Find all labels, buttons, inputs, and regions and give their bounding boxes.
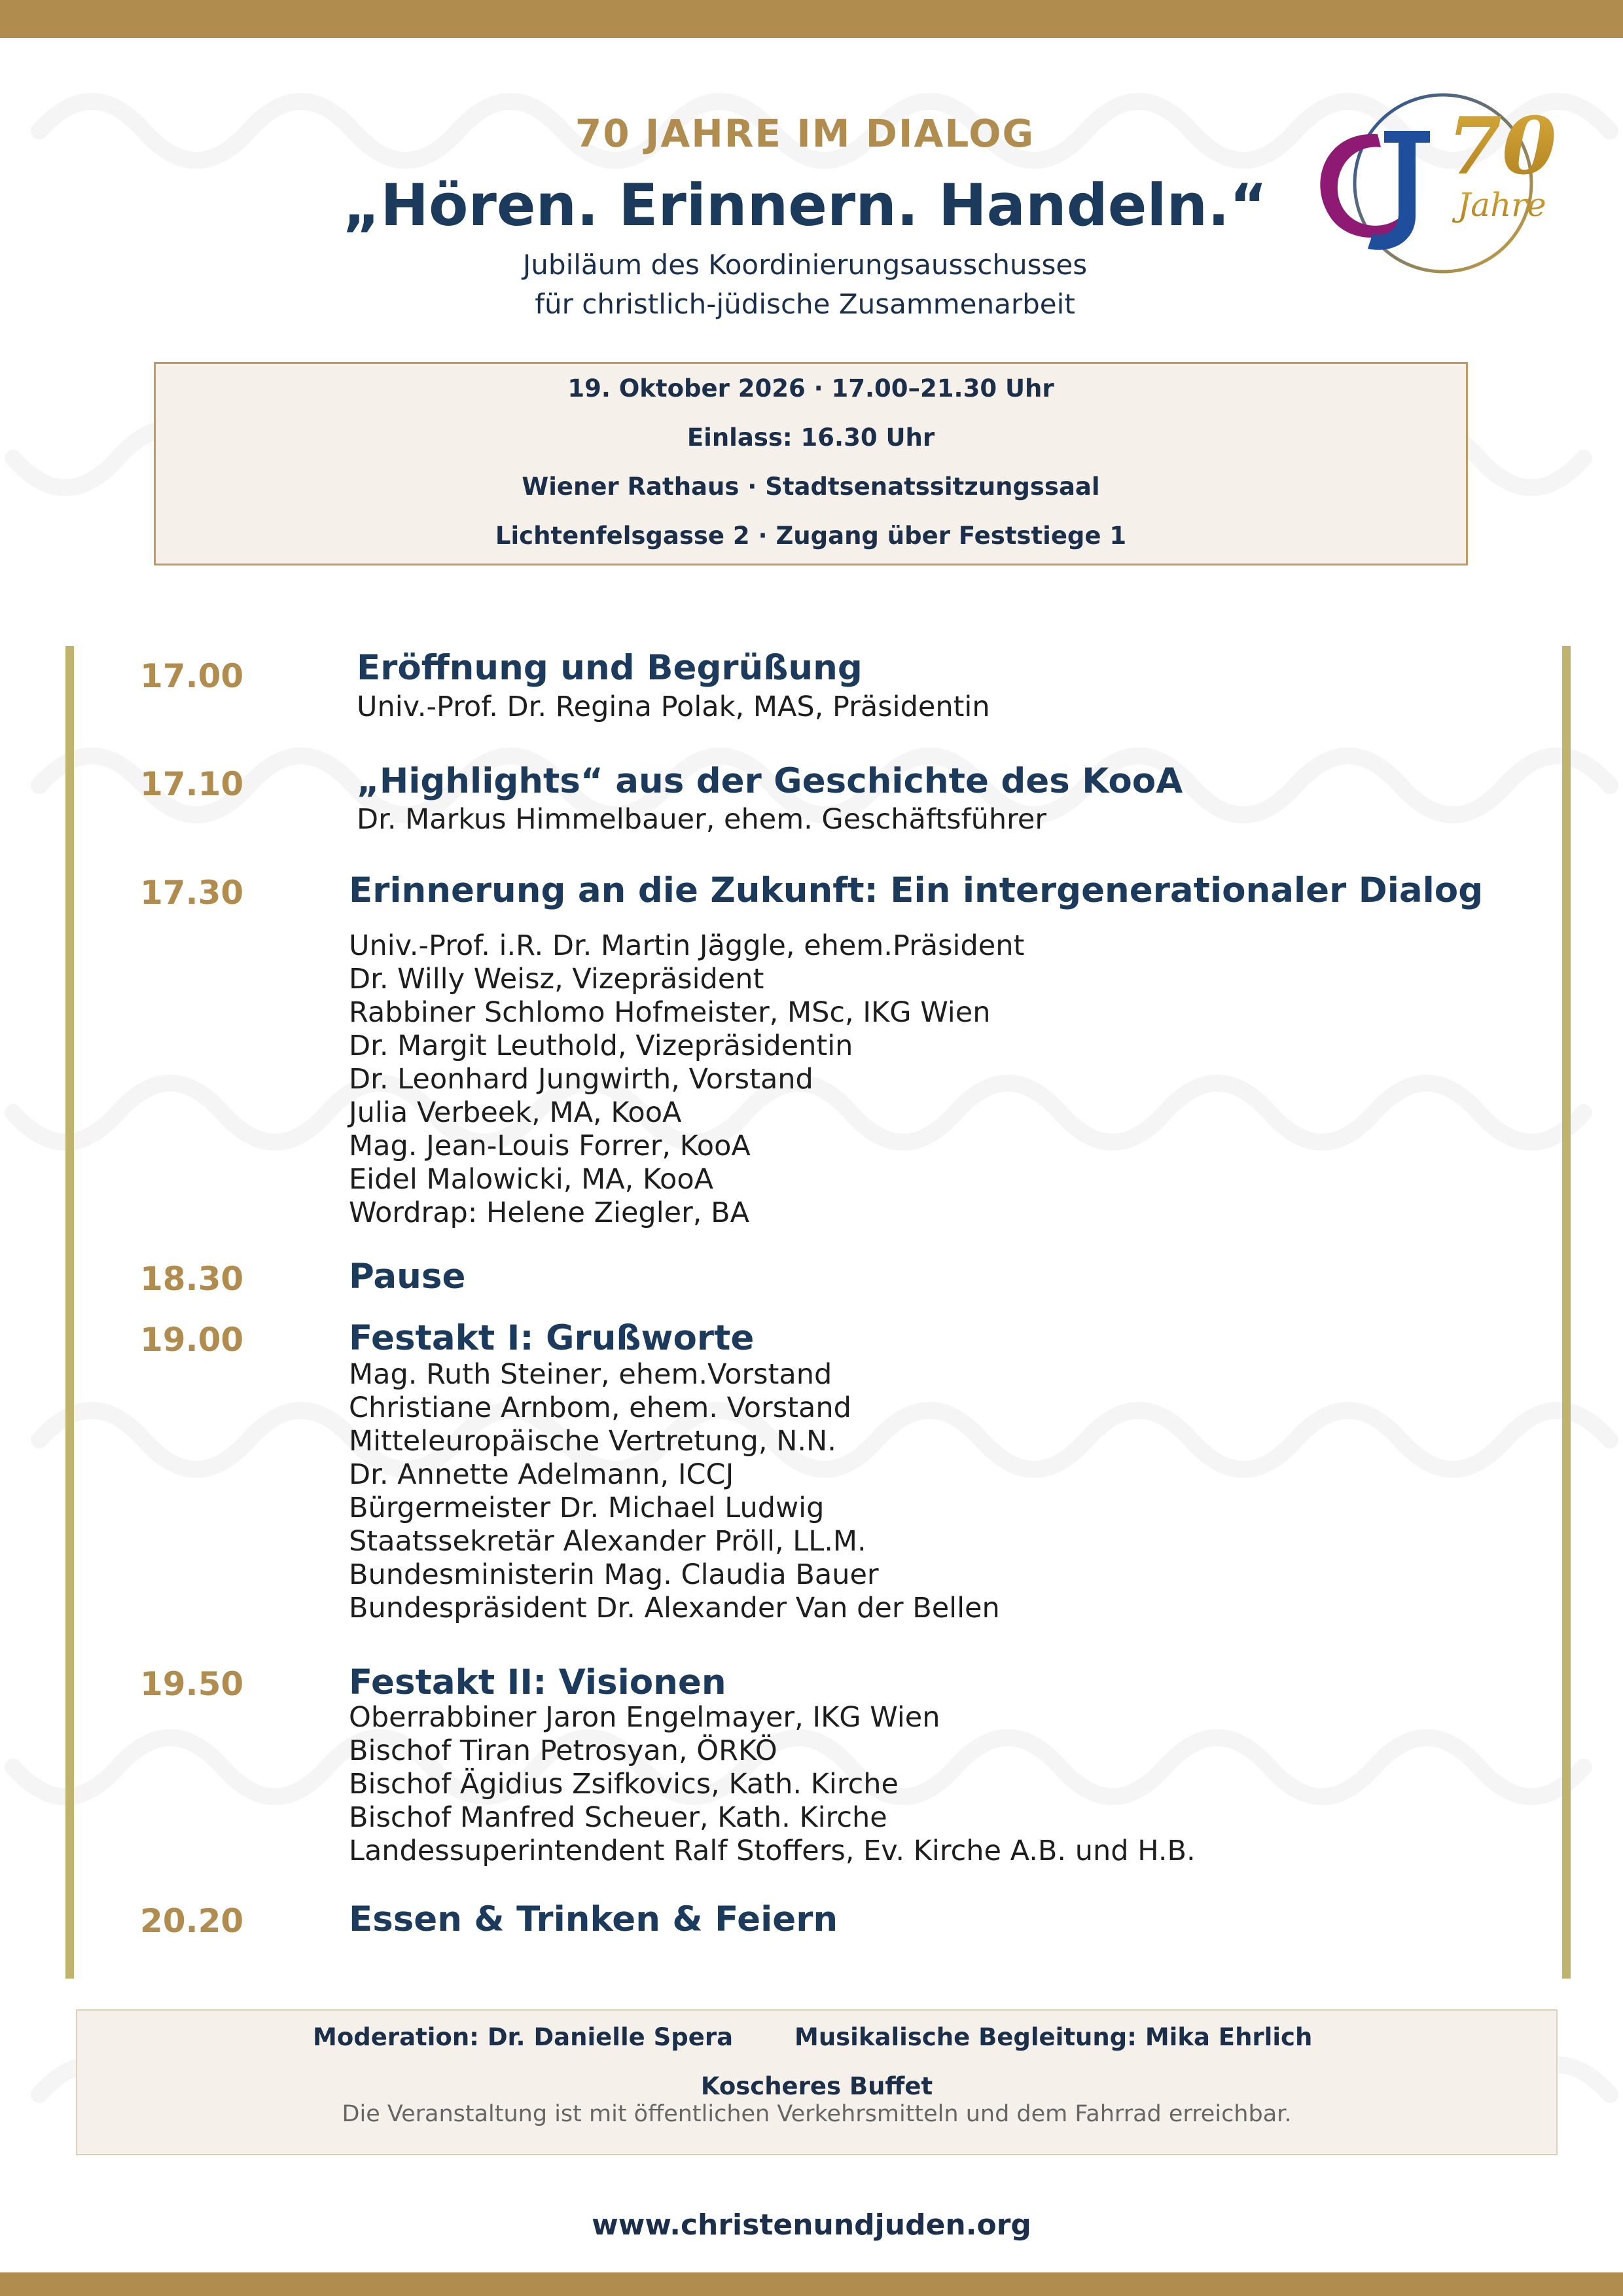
program-speaker: Bürgermeister Dr. Michael Ludwig (349, 1492, 825, 1524)
program-speaker: Dr. Margit Leuthold, Vizepräsidentin (349, 1030, 853, 1062)
event-title: „Hören. Erinnern. Handeln.“ (342, 171, 1268, 239)
footer-info-box (76, 2009, 1558, 2155)
program-rail-right (1562, 646, 1571, 1979)
website-link[interactable]: www.christenundjuden.org (592, 2208, 1031, 2242)
event-address: Lichtenfelsgasse 2 · Zugang über Feststiege 1 (495, 522, 1127, 550)
program-speaker: Dr. Markus Himmelbauer, ehem. Geschäftsführer (357, 803, 1047, 836)
program-speaker: Bischof Ägidius Zsifkovics, Kath. Kirche (349, 1768, 899, 1801)
top-gold-bar (0, 0, 1623, 38)
program-time: 17.00 (140, 657, 244, 695)
program-speaker: Bundesministerin Mag. Claudia Bauer (349, 1558, 879, 1591)
program-title: Essen & Trinken & Feiern (349, 1899, 838, 1939)
program-speaker: Univ.-Prof. Dr. Regina Polak, MAS, Präsidentin (357, 691, 990, 723)
program-speaker: Bundespräsident Dr. Alexander Van der Bellen (349, 1592, 1000, 1624)
program-time: 20.20 (140, 1902, 244, 1940)
moderation-credit: Moderation: Dr. Danielle Spera (313, 2023, 734, 2051)
program-speaker: Staatssekretär Alexander Pröll, LL.M. (349, 1525, 866, 1558)
program-time: 19.00 (140, 1321, 244, 1359)
logo-number: 70 (1447, 100, 1557, 192)
program-speaker: Univ.-Prof. i.R. Dr. Martin Jäggle, ehem.Präsident (349, 929, 1025, 962)
program-speaker: Wordrap: Helene Ziegler, BA (349, 1196, 750, 1229)
program-speaker: Dr. Willy Weisz, Vizepräsident (349, 963, 764, 996)
program-title: Eröffnung und Begrüßung (357, 648, 863, 688)
program-title: Pause (349, 1257, 466, 1297)
program-time: 17.30 (140, 874, 244, 912)
program-title: Erinnerung an die Zukunft: Ein intergenerationaler Dialog (349, 870, 1484, 910)
program-title: Festakt I: Grußworte (349, 1318, 755, 1358)
program-speaker: Landessuperintendent Ralf Stoffers, Ev. Kirche A.B. und H.B. (349, 1835, 1196, 1867)
program-speaker: Dr. Annette Adelmann, ICCJ (349, 1458, 734, 1491)
bottom-gold-bar (0, 2272, 1623, 2296)
program-speaker: Dr. Leonhard Jungwirth, Vorstand (349, 1063, 813, 1096)
event-info-box (154, 362, 1468, 565)
program-title: „Highlights“ aus der Geschichte des KooA (357, 761, 1183, 801)
program-speaker: Christiane Arnbom, ehem. Vorstand (349, 1391, 851, 1424)
program-title: Festakt II: Visionen (349, 1662, 726, 1702)
event-venue: Wiener Rathaus · Stadtsenatssitzungssaal (522, 473, 1100, 501)
program-time: 17.10 (140, 765, 244, 803)
event-subtitle-line1: Jubiläum des Koordinierungsausschusses (522, 249, 1088, 281)
program-time: 18.30 (140, 1260, 244, 1298)
program-speaker: Oberrabbiner Jaron Engelmayer, IKG Wien (349, 1701, 940, 1734)
program-time: 19.50 (140, 1665, 244, 1703)
program-speaker: Eidel Malowicki, MA, KooA (349, 1163, 714, 1196)
program-speaker: Rabbiner Schlomo Hofmeister, MSc, IKG Wien (349, 996, 991, 1029)
accessibility-note: Die Veranstaltung ist mit öffentlichen Verkehrsmitteln und dem Fahrrad erreichbar. (342, 2101, 1292, 2127)
program-speaker: Bischof Tiran Petrosyan, ÖRKÖ (349, 1734, 777, 1767)
program-speaker: Mag. Jean-Louis Forrer, KooA (349, 1130, 751, 1162)
music-credit: Musikalische Begleitung: Mika Ehrlich (794, 2023, 1313, 2051)
program-rail-left (65, 646, 74, 1979)
event-kicker: 70 JAHRE IM DIALOG (575, 111, 1035, 156)
program-speaker: Mitteleuropäische Vertretung, N.N. (349, 1425, 836, 1458)
logo-word: Jahre (1457, 186, 1546, 224)
program-speaker: Mag. Ruth Steiner, ehem.Vorstand (349, 1358, 832, 1391)
buffet-note: Koscheres Buffet (700, 2072, 933, 2100)
event-date-time: 19. Oktober 2026 · 17.00–21.30 Uhr (567, 374, 1054, 403)
event-entry-time: Einlass: 16.30 Uhr (687, 423, 935, 452)
program-speaker: Julia Verbeek, MA, KooA (349, 1096, 682, 1129)
anniversary-logo (1299, 85, 1587, 281)
event-subtitle-line2: für christlich-jüdische Zusammenarbeit (535, 288, 1075, 320)
program-speaker: Bischof Manfred Scheuer, Kath. Kirche (349, 1801, 887, 1834)
